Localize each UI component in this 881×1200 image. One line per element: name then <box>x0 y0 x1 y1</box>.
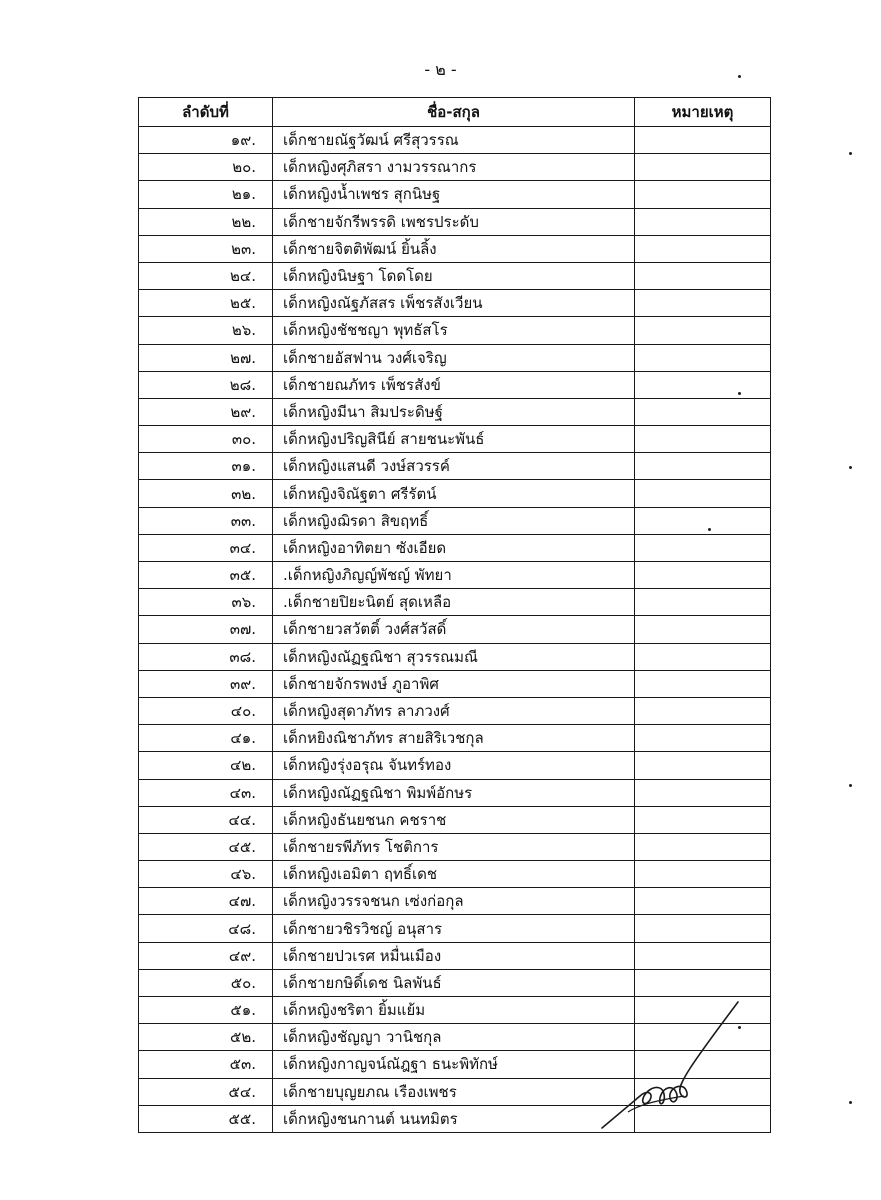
header-name: ชื่อ-สกุล <box>273 98 635 127</box>
row-number: ๓๖. <box>139 589 273 616</box>
table-row <box>139 779 771 806</box>
table-row <box>139 752 771 779</box>
row-student-name: เด็กหญิงฌิรดา สิขฤทธิ์ <box>273 507 635 534</box>
row-student-name: เด็กหญิงศุภิสรา งามวรรณากร <box>273 154 635 181</box>
row-student-name: เด็กชายกษิดิ์เดช นิลพันธ์ <box>273 969 635 996</box>
scan-speck <box>849 1101 852 1104</box>
table-row <box>139 127 771 154</box>
table-row <box>139 697 771 724</box>
row-number: ๔๑. <box>139 725 273 752</box>
table-row <box>139 507 771 534</box>
row-number: ๓๗. <box>139 616 273 643</box>
table-row <box>139 562 771 589</box>
row-remarks <box>635 969 771 996</box>
row-number: ๓๘. <box>139 643 273 670</box>
row-student-name: เด็กชายณัฐวัฒน์ ศรีสุวรรณ <box>273 127 635 154</box>
row-student-name: เด็กชายรพีภัทร โชติการ <box>273 833 635 860</box>
row-remarks <box>635 453 771 480</box>
header-remarks: หมายเหตุ <box>635 98 771 127</box>
row-student-name: เด็กหญิงน้ำเพชร สุกนิษฐ <box>273 181 635 208</box>
row-student-name: เด็กหญิงชัญญา วานิชกุล <box>273 1024 635 1051</box>
scan-speck <box>738 1026 741 1029</box>
row-remarks <box>635 208 771 235</box>
row-remarks <box>635 643 771 670</box>
row-student-name: เด็กชายจักรพงษ์ ภูอาพิศ <box>273 670 635 697</box>
row-remarks <box>635 942 771 969</box>
table-row <box>139 181 771 208</box>
row-remarks <box>635 290 771 317</box>
row-student-name: .เด็กหญิงภิญญ์พัชญ์ พัทยา <box>273 562 635 589</box>
row-student-name: เด็กหญิงณัฏฐณิชา สุวรรณมณี <box>273 643 635 670</box>
row-number: ๒๘. <box>139 371 273 398</box>
row-number: ๓๙. <box>139 670 273 697</box>
row-number: ๒๖. <box>139 317 273 344</box>
scan-speck <box>849 466 852 469</box>
row-remarks <box>635 507 771 534</box>
row-remarks <box>635 127 771 154</box>
row-student-name: เด็กหญิงธันยชนก คชราช <box>273 806 635 833</box>
row-student-name: .เด็กชายปิยะนิตย์ สุดเหลือ <box>273 589 635 616</box>
table-row <box>139 398 771 425</box>
table-row <box>139 480 771 507</box>
scan-speck <box>849 784 852 787</box>
row-remarks <box>635 181 771 208</box>
table-row <box>139 643 771 670</box>
table-row <box>139 344 771 371</box>
table-row <box>139 969 771 996</box>
row-student-name: เด็กหญิงสุดาภัทร ลาภวงศ์ <box>273 697 635 724</box>
row-remarks <box>635 371 771 398</box>
table-row <box>139 154 771 181</box>
table-row <box>139 833 771 860</box>
row-remarks <box>635 888 771 915</box>
scan-speck <box>738 392 741 395</box>
row-number: ๓๒. <box>139 480 273 507</box>
row-remarks <box>635 534 771 561</box>
row-remarks <box>635 154 771 181</box>
row-number: ๒๒. <box>139 208 273 235</box>
scan-speck <box>708 528 711 531</box>
row-student-name: เด็กหญิงณัฐภัสสร เพ็ชรสังเวียน <box>273 290 635 317</box>
table-row <box>139 317 771 344</box>
row-number: ๓๐. <box>139 426 273 453</box>
table-row <box>139 888 771 915</box>
row-remarks <box>635 806 771 833</box>
row-remarks <box>635 861 771 888</box>
row-student-name: เด็กชายวสวัตติ์ วงศ์สวัสดิ์ <box>273 616 635 643</box>
row-student-name: เด็กหญิงนิษฐา โดดโดย <box>273 262 635 289</box>
row-number: ๑๙. <box>139 127 273 154</box>
row-number: ๒๐. <box>139 154 273 181</box>
scan-speck <box>738 75 741 78</box>
table-row <box>139 725 771 752</box>
row-remarks <box>635 670 771 697</box>
row-number: ๒๗. <box>139 344 273 371</box>
row-remarks <box>635 317 771 344</box>
row-student-name: เด็กหญิงรุ่งอรุณ จันทร์ทอง <box>273 752 635 779</box>
row-number: ๔๗. <box>139 888 273 915</box>
row-remarks <box>635 344 771 371</box>
row-number: ๒๓. <box>139 235 273 262</box>
row-student-name: เด็กหญิงชริตา ยิ้มแย้ม <box>273 997 635 1024</box>
row-remarks <box>635 426 771 453</box>
row-remarks <box>635 725 771 752</box>
row-student-name: เด็กชายวชิรวิชญ์ อนุสาร <box>273 915 635 942</box>
row-number: ๓๑. <box>139 453 273 480</box>
row-student-name: เด็กหยิงณิชาภัทร สายสิริเวชกุล <box>273 725 635 752</box>
row-remarks <box>635 562 771 589</box>
table-row <box>139 589 771 616</box>
row-number: ๓๔. <box>139 534 273 561</box>
table-row <box>139 534 771 561</box>
table-row <box>139 915 771 942</box>
table-row <box>139 426 771 453</box>
row-number: ๕๑. <box>139 997 273 1024</box>
row-number: ๕๐. <box>139 969 273 996</box>
table-row <box>139 942 771 969</box>
row-number: ๔๓. <box>139 779 273 806</box>
row-student-name: เด็กชายบุญยภณ เรืองเพชร <box>273 1078 635 1105</box>
handwritten-signature <box>600 1000 740 1130</box>
row-student-name: เด็กชายอัสฟาน วงศ์เจริญ <box>273 344 635 371</box>
student-roster-table <box>138 97 771 1133</box>
row-student-name: เด็กชายจิตติพัฒน์ ยิ้นลิ้ง <box>273 235 635 262</box>
row-number: ๒๙. <box>139 398 273 425</box>
table-row <box>139 235 771 262</box>
row-remarks <box>635 752 771 779</box>
row-number: ๕๔. <box>139 1078 273 1105</box>
row-remarks <box>635 480 771 507</box>
table-row <box>139 262 771 289</box>
row-remarks <box>635 697 771 724</box>
table-row <box>139 453 771 480</box>
row-student-name: เด็กหญิงณัฏฐณิชา พิมพ์อักษร <box>273 779 635 806</box>
table-body <box>139 127 771 1133</box>
row-number: ๒๔. <box>139 262 273 289</box>
row-remarks <box>635 915 771 942</box>
row-student-name: เด็กหญิงปริญสินีย์ สายชนะพันธ์ <box>273 426 635 453</box>
row-remarks <box>635 616 771 643</box>
row-remarks <box>635 833 771 860</box>
row-remarks <box>635 589 771 616</box>
row-number: ๒๕. <box>139 290 273 317</box>
row-remarks <box>635 398 771 425</box>
row-remarks <box>635 262 771 289</box>
row-student-name: เด็กหญิงชัชชญา พุทธัสโร <box>273 317 635 344</box>
row-student-name: เด็กหญิงอาทิตยา ซังเอียด <box>273 534 635 561</box>
table-header-row <box>139 98 771 127</box>
row-student-name: เด็กหญิงชนกานต์ นนทมิตร <box>273 1105 635 1132</box>
row-remarks <box>635 779 771 806</box>
row-number: ๕๓. <box>139 1051 273 1078</box>
row-number: ๕๒. <box>139 1024 273 1051</box>
table-row <box>139 371 771 398</box>
row-number: ๕๕. <box>139 1105 273 1132</box>
row-student-name: เด็กหญิงแสนดี วงษ์สวรรค์ <box>273 453 635 480</box>
row-student-name: เด็กหญิงมีนา สิมประดิษฐ์ <box>273 398 635 425</box>
row-student-name: เด็กหญิงกาญจน์ณัฎฐา ธนะพิทักษ์ <box>273 1051 635 1078</box>
scan-speck <box>849 152 852 155</box>
row-number: ๔๔. <box>139 806 273 833</box>
row-number: ๒๑. <box>139 181 273 208</box>
table-row <box>139 290 771 317</box>
table-row <box>139 806 771 833</box>
row-student-name: เด็กหญิงเอมิตา ฤทธิ์เดช <box>273 861 635 888</box>
row-student-name: เด็กหญิงจิณัฐตา ศรีรัตน์ <box>273 480 635 507</box>
row-student-name: เด็กชายปวเรศ หมื่นเมือง <box>273 942 635 969</box>
table-row <box>139 616 771 643</box>
row-number: ๔๕. <box>139 833 273 860</box>
row-student-name: เด็กหญิงวรรจชนก เซ่งก่อกุล <box>273 888 635 915</box>
row-number: ๔๙. <box>139 942 273 969</box>
row-student-name: เด็กชายณภัทร เพ็ชรสังข์ <box>273 371 635 398</box>
table-row <box>139 208 771 235</box>
table-row <box>139 670 771 697</box>
row-number: ๓๓. <box>139 507 273 534</box>
row-number: ๔๘. <box>139 915 273 942</box>
row-remarks <box>635 235 771 262</box>
table-row <box>139 861 771 888</box>
row-number: ๔๒. <box>139 752 273 779</box>
row-number: ๓๕. <box>139 562 273 589</box>
row-number: ๔๖. <box>139 861 273 888</box>
row-student-name: เด็กชายจักรีพรรดิ เพชรประดับ <box>273 208 635 235</box>
header-number: ลำดับที่ <box>139 98 273 127</box>
row-number: ๔๐. <box>139 697 273 724</box>
page-number: - ๒ - <box>424 60 457 79</box>
